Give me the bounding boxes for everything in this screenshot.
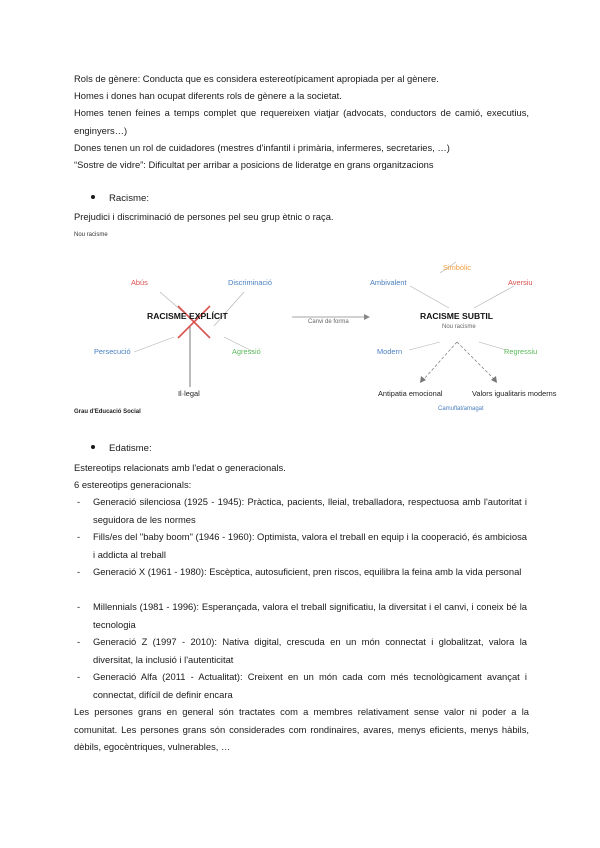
list-item: Fills/es del "baby boom" (1946 - 1960): Optimista, valora el treball en equip i la cooperació, és ambiciosa i addicta al treball xyxy=(93,531,527,560)
label-racisme-subtil: RACISME SUBTIL xyxy=(420,311,494,321)
list-item: Generació Alfa (2011 - Actualitat): Creixent en un món cada com més tecnològicament avançat i connectat, difícil de definir encara xyxy=(93,671,527,700)
racisme-heading xyxy=(91,191,149,207)
label-valors: Valors igualitaris moderns xyxy=(472,389,557,398)
racisme-heading-text: Racisme: xyxy=(109,193,149,204)
label-nou-racisme: Nou racisme xyxy=(442,324,476,330)
list-dash: - xyxy=(77,636,81,647)
list-dash: - xyxy=(77,601,81,612)
elderly-paragraph: Les persones grans en general són tractates com a membres relativament sense valor ni poder a la comunitat. Les persones grans són considerades com rondinaires, avares, menys eficients, menys hàbils, dèbils, egocèntriques, vulnerables, … xyxy=(74,706,529,752)
racism-diagram xyxy=(74,232,574,420)
list-item: Generació Z (1997 - 2010): Nativa digital, crescuda en un món connectat i globalitzat, valora la diversitat, la inclusió i l'autenticitat xyxy=(93,636,527,665)
label-regressiu: Regressiu xyxy=(504,347,538,356)
edatisme-definition: Estereotips relacionats amb l'edat o generacionals. xyxy=(74,462,286,473)
label-camuflat: Camuflat/amagat xyxy=(438,406,484,412)
list-dash: - xyxy=(77,671,81,682)
label-illegal: Il·legal xyxy=(178,389,200,398)
label-antipatia: Antipatia emocional xyxy=(378,389,443,398)
edatisme-count: 6 estereotips generacionals: xyxy=(74,479,192,490)
label-agressio: Agressió xyxy=(232,347,261,356)
label-persecucio: Persecució xyxy=(94,347,131,356)
bullet-icon xyxy=(91,195,95,199)
label-abus: Abús xyxy=(131,278,148,287)
bullet-icon xyxy=(91,445,95,449)
label-discriminacio: Discriminació xyxy=(228,278,272,287)
list-dash: - xyxy=(77,496,81,507)
list-item: Generació silenciosa (1925 - 1945): Pràctica, pacients, lleial, treballadora, respectuosa amb l'autoritat i seguidora de les normes xyxy=(93,496,527,525)
label-simbolic: Simbòlic xyxy=(443,263,471,272)
label-aversiu: Aversiu xyxy=(508,278,533,287)
list-item: Millennials (1981 - 1996): Esperançada, valora el treball significatiu, la diversitat i el canvi, i coneix bé la tecnologia xyxy=(93,601,527,630)
gender-roles-society: Homes i dones han ocupat diferents rols de gènere a la societat. xyxy=(74,90,342,101)
gender-roles-definition: Rols de gènere: Conducta que es considera estereotípicament apropiada per al gènere. xyxy=(74,73,439,84)
women-roles-text: Dones tenen un rol de cuidadores (mestres d'infantil i primària, infermeres, secretaries, …) xyxy=(74,142,450,153)
list-dash: - xyxy=(77,531,81,542)
label-racisme-explicit: RACISME EXPLÍCIT xyxy=(147,311,228,321)
edatisme-heading xyxy=(91,441,152,457)
diagram-title: Nou racisme xyxy=(74,232,108,238)
label-ambivalent: Ambivalent xyxy=(370,278,407,287)
glass-ceiling-text: “Sostre de vidre”: Dificultat per arribar a posicions de lideratge en grans organitzacions xyxy=(74,159,434,170)
diagram-footer: Grau d'Educació Social xyxy=(74,409,141,415)
label-modern: Modern xyxy=(377,347,403,356)
list-item: Generació X (1961 - 1980): Escèptica, autosuficient, pren riscos, equilibra la feina amb la vida personal xyxy=(93,566,522,577)
men-roles-text: Homes tenen feines a temps complet que requereixen viatjar (advocats, conductors de camió, executius, enginyers…) xyxy=(74,107,529,136)
list-dash: - xyxy=(77,566,81,577)
racisme-definition: Prejudici i discriminació de persones pel seu grup ètnic o raça. xyxy=(74,211,334,222)
label-canvi-forma: Canvi de forma xyxy=(308,319,349,325)
edatisme-heading-text: Edatisme: xyxy=(109,443,152,454)
